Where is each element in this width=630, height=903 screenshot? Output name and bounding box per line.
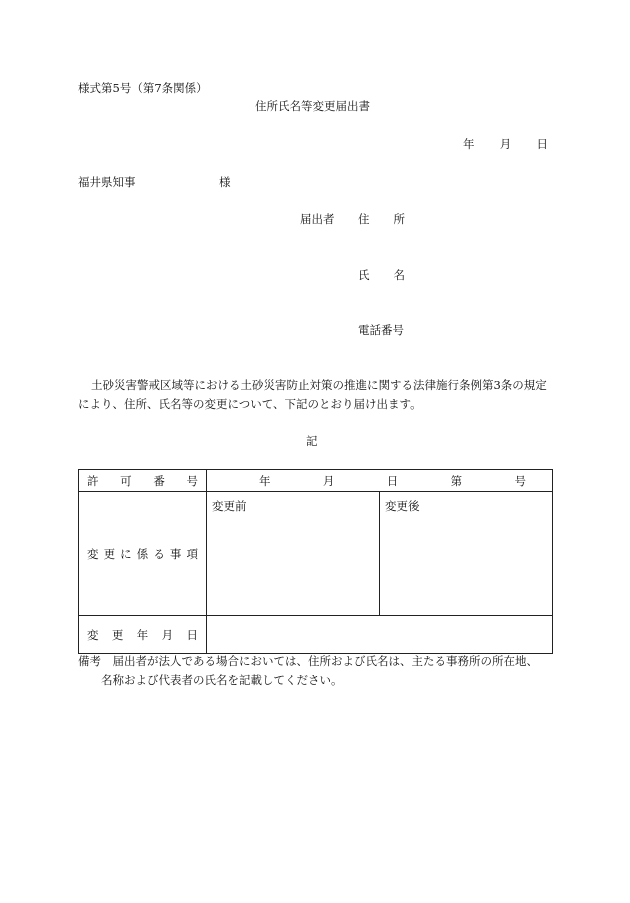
change-label-char: 変 xyxy=(87,546,99,561)
notifier-address-label xyxy=(358,212,405,226)
change-label-char: 項 xyxy=(186,546,198,561)
name-char-2: 名 xyxy=(393,268,405,282)
remarks-line-2: 名称および代表者の氏名を記載してください。 xyxy=(101,673,343,687)
after-change-cell[interactable] xyxy=(380,492,553,616)
change-label-char: 更 xyxy=(103,546,116,561)
permit-label-char: 許 xyxy=(87,473,99,488)
form-number: 様式第5号（第7条関係） xyxy=(78,81,208,95)
date-label-char: 月 xyxy=(161,627,174,642)
change-label-char: に xyxy=(120,546,132,561)
permit-day-label: 日 xyxy=(386,473,399,488)
permit-dai-label: 第 xyxy=(450,473,463,488)
change-matter-label xyxy=(79,492,207,616)
ki-heading: 記 xyxy=(306,434,318,448)
permit-number-value[interactable] xyxy=(207,470,553,492)
permit-go-label: 号 xyxy=(514,473,526,488)
notifier-name-label xyxy=(358,268,405,282)
change-row xyxy=(79,492,553,616)
permit-row xyxy=(79,470,553,492)
permit-month-label: 月 xyxy=(322,473,335,488)
notifier-label: 届出者 xyxy=(300,212,335,226)
change-table xyxy=(78,469,553,654)
before-change-label: 変更前 xyxy=(212,499,247,513)
date-day-label: 日 xyxy=(536,137,548,151)
permit-year-label: 年 xyxy=(259,473,271,488)
submission-date xyxy=(463,137,548,151)
name-char-1: 氏 xyxy=(358,268,370,282)
document-title: 住所氏名等変更届出書 xyxy=(255,99,370,113)
addressee-honorific: 様 xyxy=(219,175,231,189)
change-date-row xyxy=(79,616,553,654)
permit-number-label xyxy=(79,470,207,492)
before-change-cell[interactable] xyxy=(207,492,380,616)
date-label-char: 変 xyxy=(87,627,99,642)
remarks-line-1: 備考 届出者が法人である場合においては、住所および氏名は、主たる事務所の所在地、 xyxy=(78,654,538,668)
date-label-char: 更 xyxy=(111,627,124,642)
notifier-phone-label: 電話番号 xyxy=(358,323,404,337)
date-label-char: 年 xyxy=(136,627,149,642)
change-date-label xyxy=(79,616,207,654)
permit-label-char: 号 xyxy=(186,473,198,488)
address-char-1: 住 xyxy=(358,212,370,226)
permit-label-char: 可 xyxy=(120,473,132,488)
date-month-label: 月 xyxy=(499,137,512,151)
date-label-char: 日 xyxy=(186,627,198,642)
change-label-char: る xyxy=(153,546,165,561)
date-year-label: 年 xyxy=(463,137,475,151)
permit-label-char: 番 xyxy=(153,473,165,488)
change-label-char: 係 xyxy=(136,546,149,561)
address-char-2: 所 xyxy=(393,212,405,226)
change-date-value[interactable] xyxy=(207,616,553,654)
addressee: 福井県知事 xyxy=(78,175,136,189)
after-change-label: 変更後 xyxy=(385,499,420,513)
body-paragraph: 土砂災害警戒区域等における土砂災害防止対策の推進に関する法律施行条例第3条の規定により、住所、氏名等の変更について、下記のとおり届け出ます。 xyxy=(78,378,547,411)
change-label-char: 事 xyxy=(169,546,182,561)
